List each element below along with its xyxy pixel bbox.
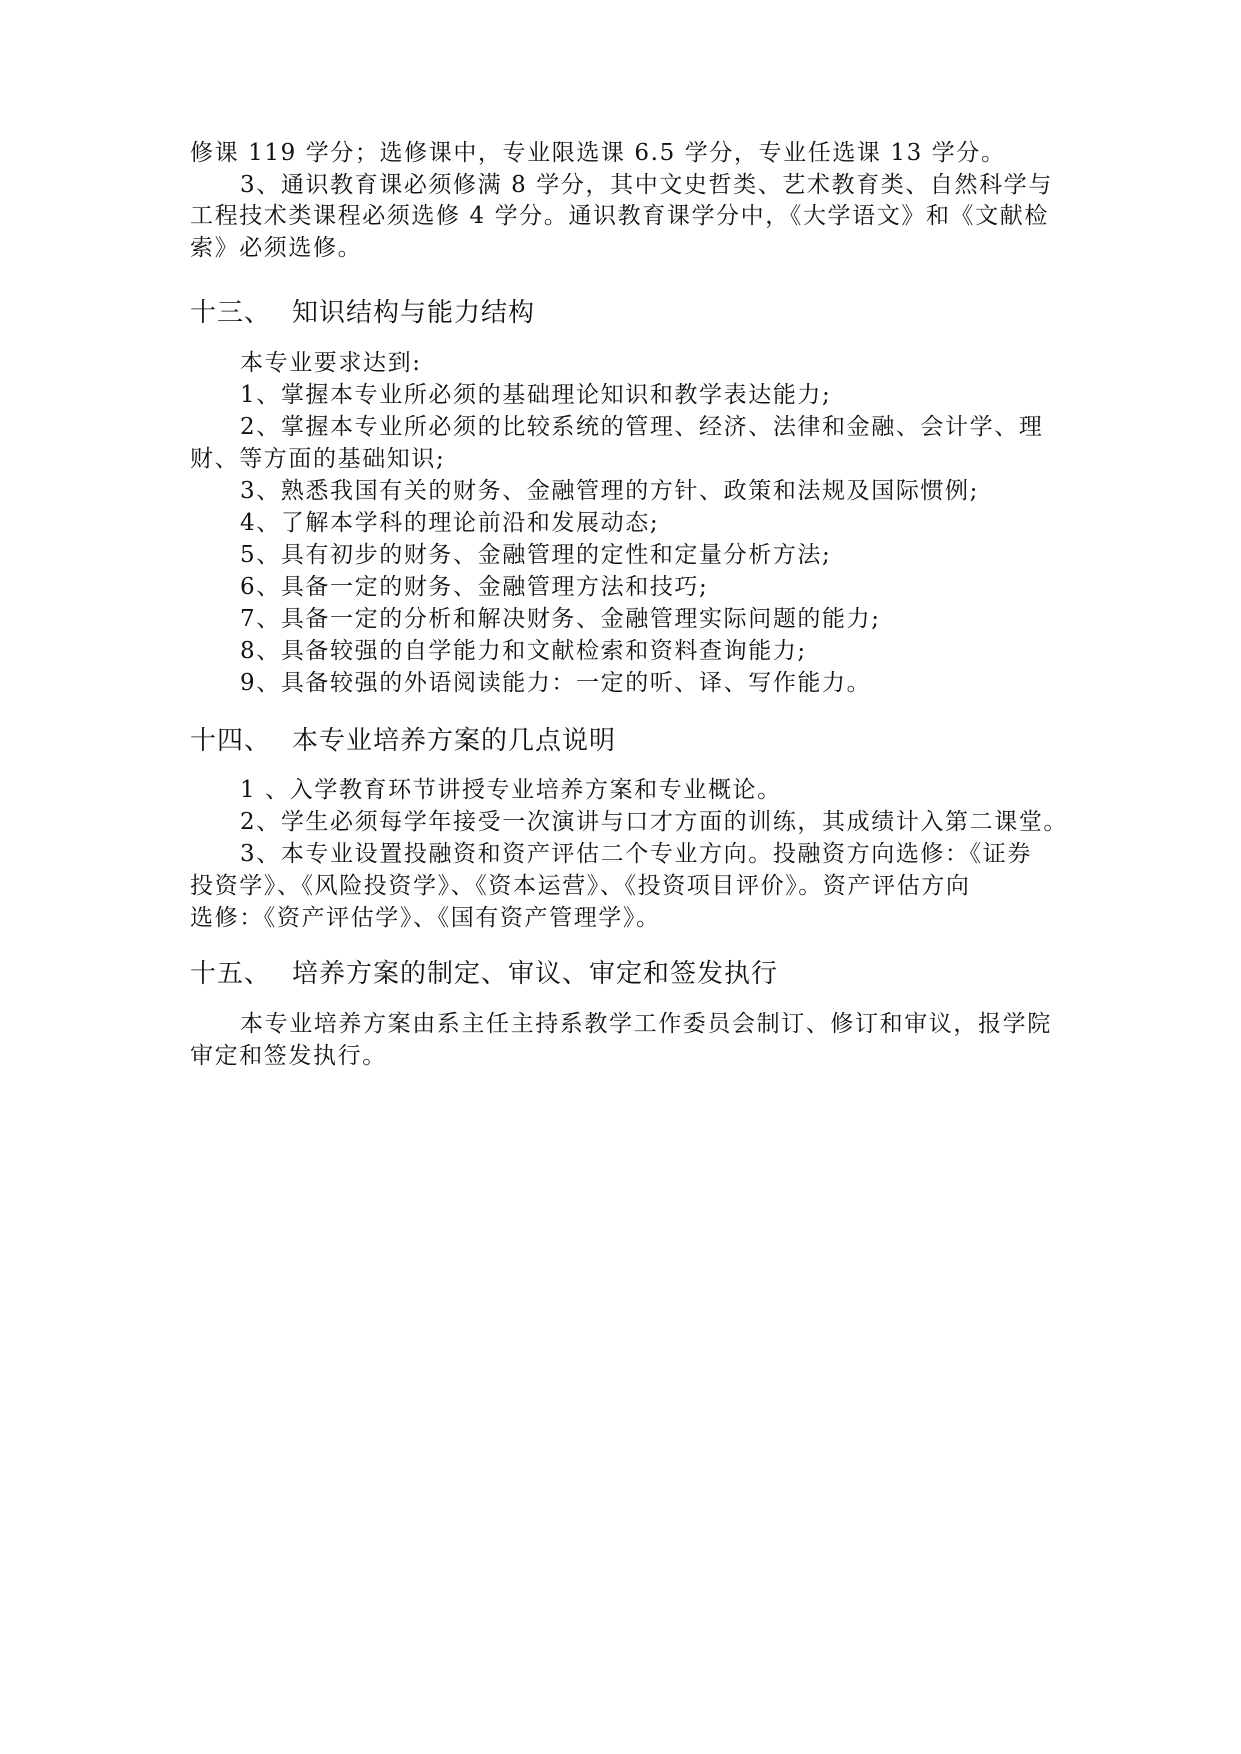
section-15-line-2: 审定和签发执行。 — [190, 1043, 387, 1069]
section-14-item-1: 1 、入学教育环节讲授专业培养方案和专业概论。 — [240, 777, 782, 803]
section-13-item-5: 5、具有初步的财务、金融管理的定性和定量分析方法; — [240, 542, 832, 568]
section-14-item-2: 2、学生必须每学年接受一次演讲与口才方面的训练，其成绩计入第二课堂。 — [240, 809, 1069, 835]
section-14-heading — [190, 724, 616, 758]
section-13-item-2-line-1: 2、掌握本专业所必须的比较系统的管理、经济、法律和金融、会计学、理 — [240, 414, 1044, 440]
section-13-item-2-line-2: 财、等方面的基础知识; — [190, 446, 446, 472]
section-14-item-3-line-2: 投资学》、《风险投资学》、《资本运营》、《投资项目评价》。资产评估方向 — [190, 873, 971, 899]
section-13-item-1: 1、掌握本专业所必须的基础理论知识和教学表达能力; — [240, 382, 832, 408]
section-14-title: 本专业培养方案的几点说明 — [292, 726, 617, 756]
section-14-number: 十四、 — [190, 726, 272, 756]
section-13-item-9: 9、具备较强的外语阅读能力：一定的听、译、写作能力。 — [240, 670, 872, 696]
section-13-number: 十三、 — [190, 298, 272, 328]
section-15-heading — [190, 957, 778, 991]
credit-item-3-line-3: 索》必须选修。 — [190, 235, 363, 261]
section-15-number: 十五、 — [190, 959, 272, 989]
section-13-item-7: 7、具备一定的分析和解决财务、金融管理实际问题的能力; — [240, 606, 881, 632]
credit-item-3-line-1: 3、通识教育课必须修满 8 学分，其中文史哲类、艺术教育类、自然科学与 — [240, 172, 1053, 198]
section-14-item-3-line-1: 3、本专业设置投融资和资产评估二个专业方向。投融资方向选修：《证券 — [240, 841, 1032, 867]
section-13-heading — [190, 296, 535, 330]
section-13-item-8: 8、具备较强的自学能力和文献检索和资料查询能力; — [240, 638, 807, 664]
section-15-title: 培养方案的制定、审议、审定和签发执行 — [292, 959, 779, 989]
section-13-item-3: 3、熟悉我国有关的财务、金融管理的方针、政策和法规及国际惯例; — [240, 478, 979, 504]
section-13-intro: 本专业要求达到: — [240, 350, 422, 376]
section-13-title: 知识结构与能力结构 — [292, 298, 536, 328]
section-13-item-6: 6、具备一定的财务、金融管理方法和技巧; — [240, 574, 709, 600]
section-13-item-4: 4、了解本学科的理论前沿和发展动态; — [240, 510, 660, 536]
carryover-line-1: 修课 119 学分；选修课中，专业限选课 6.5 学分，专业任选课 13 学分。 — [190, 140, 1006, 166]
section-15-line-1: 本专业培养方案由系主任主持系教学工作委员会制订、修订和审议，报学院 — [240, 1011, 1052, 1037]
credit-item-3-line-2: 工程技术类课程必须选修 4 学分。通识教育课学分中，《大学语文》和《文献检 — [190, 203, 1049, 229]
section-14-item-3-line-3: 选修：《资产评估学》、《国有资产管理学》。 — [190, 905, 661, 931]
